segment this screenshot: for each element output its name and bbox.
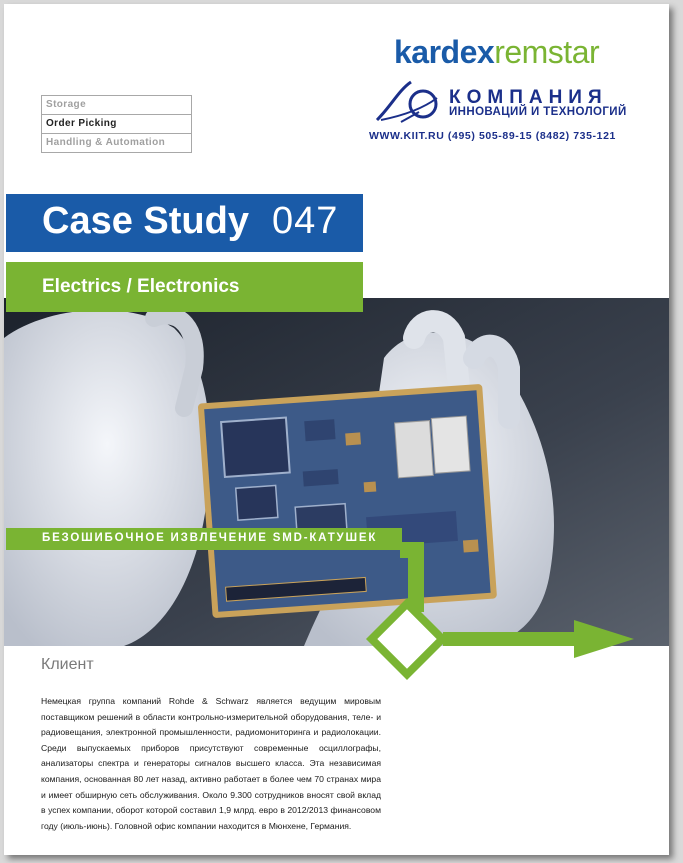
subtitle-band: [6, 528, 402, 550]
category-order-picking: Order Picking: [42, 115, 191, 134]
case-study-number: 047: [272, 200, 339, 242]
category-list: [41, 95, 192, 153]
banner-gap: [6, 252, 363, 262]
brochure-page: [4, 4, 669, 855]
client-paragraph: Немецкая группа компаний Rohde & Schwarz является ведущим мировым поставщиком решений в области контрольно-измерительной оборудования, теле- и радиовещания, электронной промышленности, радиомониторинга и радиолокации. Среди выпускаемых приборов присутствуют современные осциллографы, анализаторы спектра и генераторы сигналов высшего класса. Эта независимая компания, основанная 80 лет назад, активно работает в более чем 70 странах мира и имеет обширную сеть обслуживания. Около 9.300 сотрудников вносят свой вклад в успех компании, оборот которой составил 1,9 млрд. евро в 2012/2013 финансовом году (июль-июнь). Головной офис компании находится в Мюнхене, Германия.: [41, 696, 381, 831]
partner-name: КОМПАНИЯ: [449, 87, 608, 108]
kardex-remstar-logo: kardexremstar: [394, 34, 600, 70]
case-study-title: Case Study: [42, 200, 249, 242]
category-handling-automation: Handling & Automation: [46, 137, 166, 148]
circuit-board-photo: [4, 298, 669, 646]
kit-emblem-icon: [371, 76, 441, 124]
partner-contacts: WWW.KIIT.RU (495) 505-89-15 (8482) 735-121: [369, 130, 616, 142]
category-storage: Storage: [42, 96, 191, 115]
partner-subtitle: ИННОВАЦИЙ И ТЕХНОЛОГИЙ: [449, 106, 627, 118]
subtitle-text: БЕЗОШИБОЧНОЕ ИЗВЛЕЧЕНИЕ SMD-КАТУШЕК: [42, 532, 378, 544]
industry-label: Electrics / Electronics: [42, 276, 240, 297]
case-study-banner: [6, 194, 363, 252]
industry-banner: [6, 262, 363, 312]
client-heading: Клиент: [41, 656, 94, 673]
